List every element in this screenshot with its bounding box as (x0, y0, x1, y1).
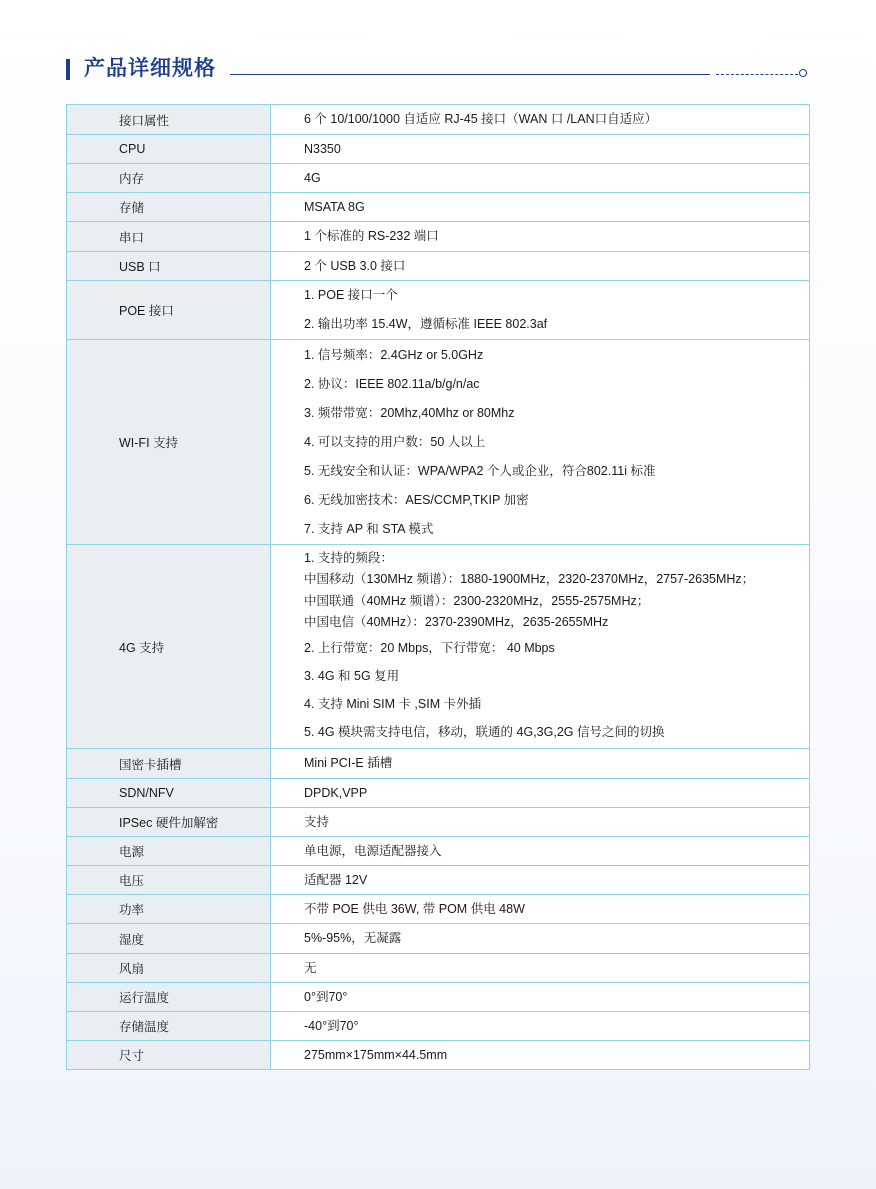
table-row (67, 954, 810, 983)
spec-value: 4G (271, 164, 810, 193)
spec-value: 275mm×175mm×44.5mm (271, 1041, 810, 1070)
spec-value: 0°到70° (271, 983, 810, 1012)
spec-value: 1. POE 接口一个 2. 输出功率 15.4W，遵循标准 IEEE 802.3af (271, 281, 810, 340)
spec-key: 串口 (67, 222, 271, 252)
spec-key: 风扇 (67, 954, 271, 983)
spec-value: 单电源，电源适配器接入 (271, 837, 810, 866)
section-header (66, 56, 810, 86)
title-rule-dashed (716, 74, 798, 75)
title-accent-bar (66, 59, 70, 80)
spec-value: 1. 信号频率：2.4GHz or 5.0GHz 2. 协议：IEEE 802.11a/b/g/n/ac 3. 频带带宽：20Mhz,40Mhz or 80Mhz 4. 可以支持的用户数：50 人以上 5. 无线安全和认证：WPA/WPA2 个人或企业，符合802.11i 标准 6. 无线加密技术：AES/CCMP,TKIP 加密 7. 支持 AP 和 STA 模式 (271, 340, 810, 545)
spec-key: WI-FI 支持 (67, 340, 271, 545)
spec-key: POE 接口 (67, 281, 271, 340)
table-row (67, 281, 810, 340)
spec-value: DPDK,VPP (271, 779, 810, 808)
spec-value: 适配器 12V (271, 866, 810, 895)
spec-value: 2 个 USB 3.0 接口 (271, 252, 810, 281)
spec-value: 1. 支持的频段： 中国移动（130MHz 频谱）：1880-1900MHz，2320-2370MHz，2757-2635MHz； 中国联通（40MHz 频谱）：2300-2320MHz，2555-2575MHz； 中国电信（40MHz）：2370-2390MHz，2635-2655MHz 2. 上行带宽：20 Mbps，下行带宽： 40 Mbps 3. 4G 和 5G 复用 4. 支持 Mini SIM 卡 ,SIM 卡外插 5. 4G 模块需支持电信，移动，联通的 4G,3G,2G 信号之间的切换 (271, 545, 810, 749)
table-row (67, 340, 810, 545)
spec-key: 电源 (67, 837, 271, 866)
table-row (67, 1012, 810, 1041)
title-rule (230, 74, 710, 75)
table-row (67, 837, 810, 866)
table-row (67, 1041, 810, 1070)
spec-key: 运行温度 (67, 983, 271, 1012)
spec-value: 6 个 10/100/1000 自适应 RJ-45 接口（WAN 口 /LAN口自适应） (271, 105, 810, 135)
spec-key: 存储 (67, 193, 271, 222)
table-row (67, 983, 810, 1012)
spec-value: 不带 POE 供电 36W, 带 POM 供电 48W (271, 895, 810, 924)
table-row (67, 193, 810, 222)
table-row (67, 779, 810, 808)
spec-key: IPSec 硬件加解密 (67, 808, 271, 837)
section-title: 产品详细规格 (84, 57, 216, 80)
spec-value: -40°到70° (271, 1012, 810, 1041)
table-row (67, 222, 810, 252)
table-row (67, 105, 810, 135)
spec-key: CPU (67, 135, 271, 164)
spec-value: MSATA 8G (271, 193, 810, 222)
spec-key: 湿度 (67, 924, 271, 954)
table-row (67, 252, 810, 281)
spec-key: 接口属性 (67, 105, 271, 135)
spec-value: 无 (271, 954, 810, 983)
table-row (67, 866, 810, 895)
spec-key: 尺寸 (67, 1041, 271, 1070)
spec-key: 存储温度 (67, 1012, 271, 1041)
table-row (67, 135, 810, 164)
spec-value: 1 个标准的 RS-232 端口 (271, 222, 810, 252)
spec-value: 支持 (271, 808, 810, 837)
spec-key: 4G 支持 (67, 545, 271, 749)
table-row (67, 924, 810, 954)
table-row (67, 895, 810, 924)
spec-key: 电压 (67, 866, 271, 895)
spec-table (66, 104, 810, 1070)
spec-key: USB 口 (67, 252, 271, 281)
title-rule-end-circle (799, 69, 807, 77)
table-row (67, 164, 810, 193)
spec-value: Mini PCI-E 插槽 (271, 749, 810, 779)
table-row (67, 545, 810, 749)
table-row (67, 749, 810, 779)
spec-key: 内存 (67, 164, 271, 193)
spec-key: 功率 (67, 895, 271, 924)
spec-key: 国密卡插槽 (67, 749, 271, 779)
table-row (67, 808, 810, 837)
spec-key: SDN/NFV (67, 779, 271, 808)
spec-value: N3350 (271, 135, 810, 164)
spec-value: 5%-95%，无凝露 (271, 924, 810, 954)
